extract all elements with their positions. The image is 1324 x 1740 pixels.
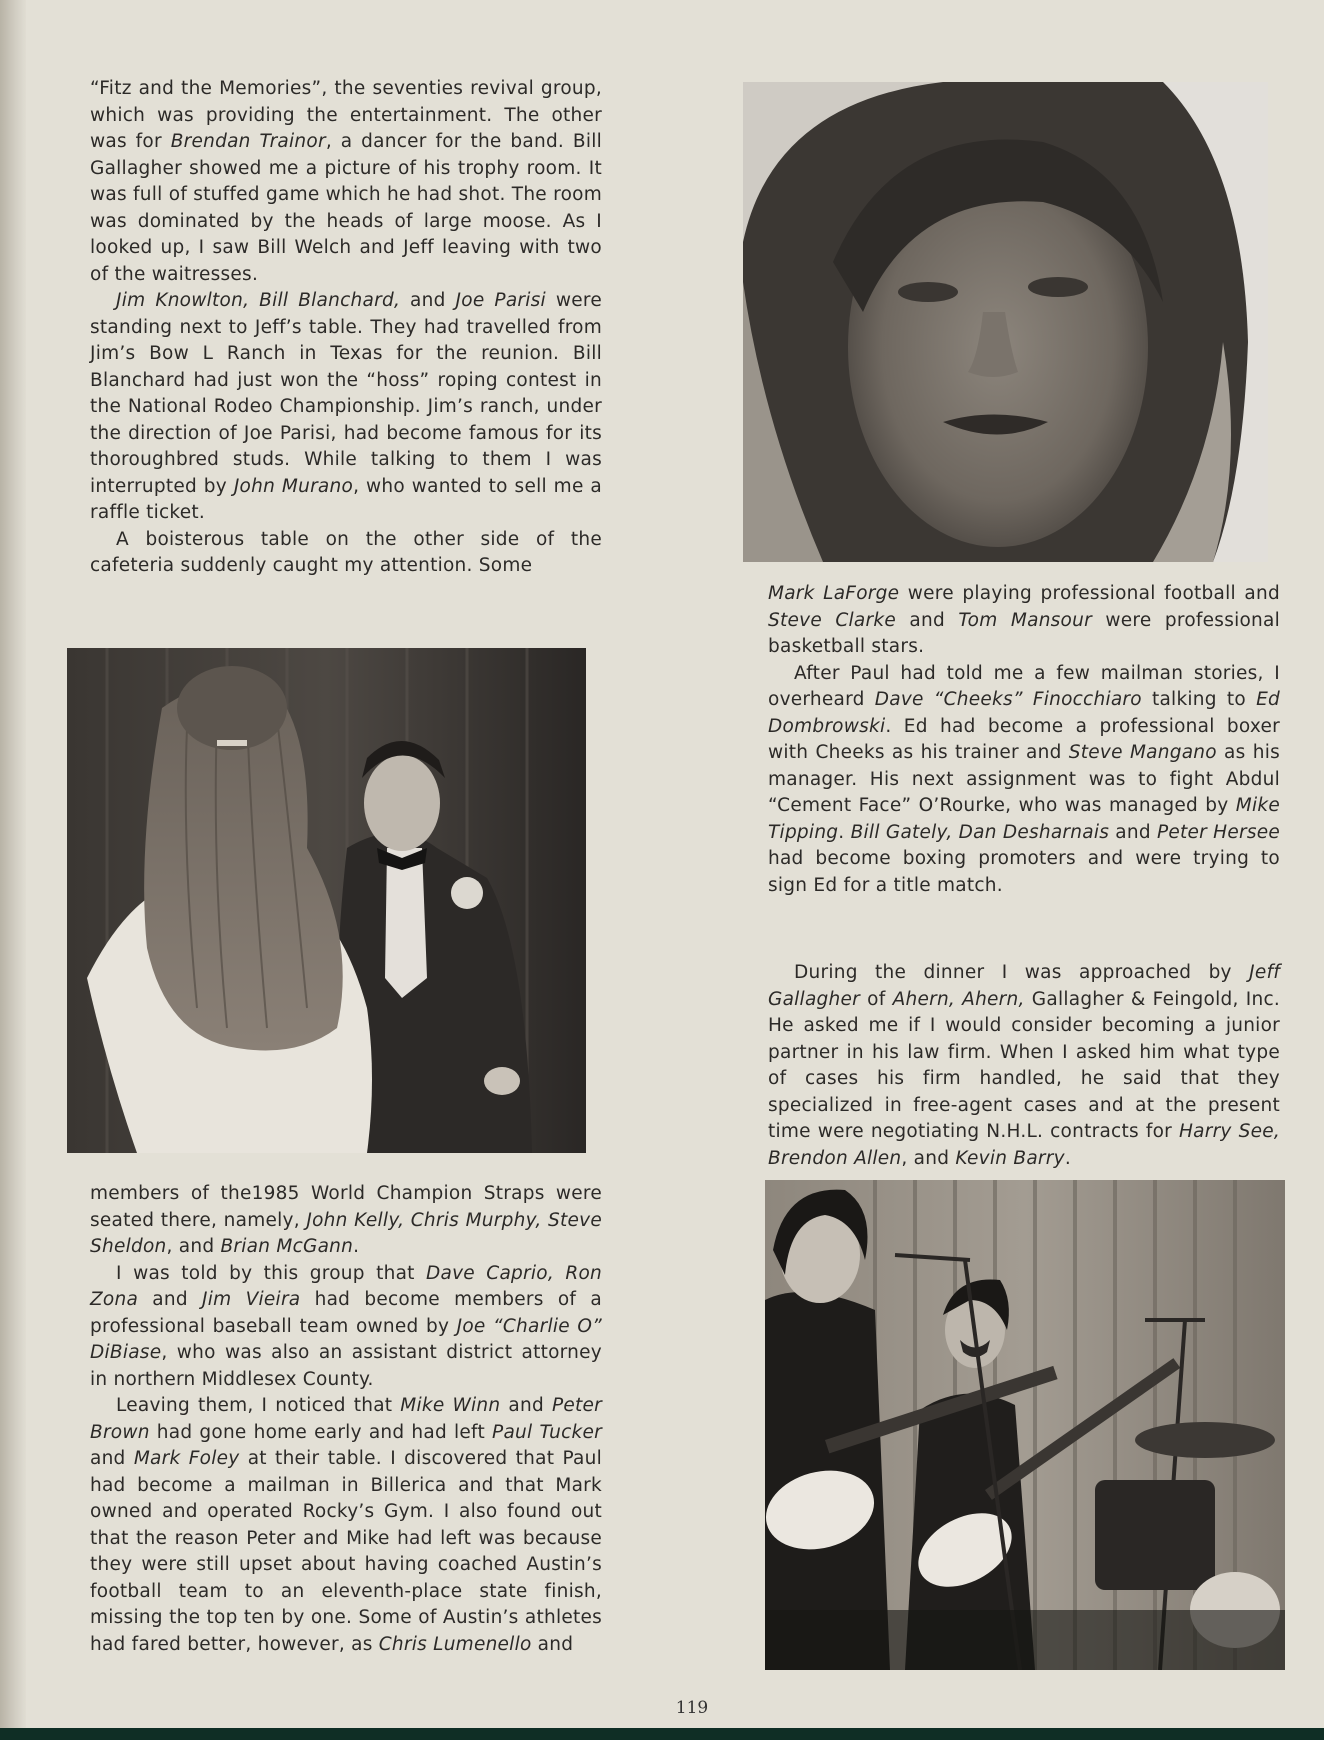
photo-dancing-couple [67, 648, 586, 1153]
text-run: of [860, 988, 893, 1010]
column-right-top [768, 581, 1280, 899]
text-run: A boisterous table on the other side of the cafeteria suddenly caught my attention. Some [90, 528, 602, 576]
column-left-bottom [90, 1181, 602, 1658]
photo-band-performing [765, 1180, 1285, 1670]
name-italic: Jim Vieira [202, 1289, 301, 1310]
column-left-top [90, 76, 602, 580]
text-run: and [90, 1448, 134, 1469]
text-run: Gallagher & Feingold, Inc. He asked me if I would consider becoming a junior partner in his law firm. When I asked him what type of cases his firm handled, he said that they specialized in free-agent cases and at the present time were negotiating N.H.L. contracts for [768, 988, 1280, 1142]
text-run: as his manager. His next assignment was to fight Abdul “Cement Face” O’Rourke, who was managed by [768, 742, 1280, 816]
text-run: , a dancer for the band. Bill Gallagher showed me a picture of his trophy room. It was full of stuffed game which he had shot. The room was dominated by the heads of large moose. As I looked up, I saw Bill Welch and Jeff leaving with two of the waitresses. [90, 131, 602, 285]
name-italic: John Kelly, Chris Murphy, Steve Sheldon [90, 1209, 602, 1257]
paragraph [90, 1393, 602, 1658]
photo-hooded-portrait-image [743, 82, 1268, 562]
name-italic: Jim Knowlton, Bill Blanchard, [116, 290, 401, 311]
text-run: , who was also an assistant district attorney in northern Middlesex County. [90, 1342, 602, 1390]
paragraph [90, 76, 602, 288]
paragraph [90, 288, 602, 527]
text-run: at their table. I discovered that Paul had become a mailman in Billerica and that Mark owned and operated Rocky’s Gym. I also found out that the reason Peter and Mike had left was because they were still upset about having coached Austin’s football team to an eleventh-place state finish, missing the top ten by one. Some of Austin’s athletes had fared better, however, as [90, 1448, 602, 1655]
text-run: After Paul had told me a few mailman stories, I overheard [768, 662, 1280, 710]
paragraph [90, 1261, 602, 1394]
text-run: I was told by this group that [116, 1262, 427, 1284]
name-italic: Mark LaForge [768, 583, 900, 604]
name-italic: Ahern, Ahern, [892, 988, 1025, 1010]
name-italic: Steve Mangano [1068, 742, 1217, 763]
name-italic: Joe “Charlie O” DiBiase [90, 1315, 602, 1363]
text-run: . Ed had become a professional boxer with Cheeks as his trainer and [768, 715, 1280, 763]
name-italic: Dave Caprio, Ron Zona [90, 1262, 602, 1310]
name-italic: Peter Hersee [1156, 821, 1280, 843]
paragraph [90, 527, 602, 580]
text-run: were playing professional football and [899, 583, 1280, 604]
paragraph [768, 960, 1280, 1172]
text-run: , and [901, 1147, 956, 1169]
photo-hooded-portrait [743, 82, 1268, 562]
text-run: had become members of a professional baseball team owned by [90, 1289, 602, 1337]
paragraph [768, 581, 1280, 661]
text-run: were professional basketball stars. [768, 609, 1280, 657]
name-italic: Jeff Gallagher [768, 962, 1280, 1010]
text-run: and [138, 1289, 203, 1310]
text-run: had become boxing promoters and were trying to sign Ed for a title match. [768, 848, 1280, 896]
name-italic: Joe Parisi [455, 290, 546, 311]
column-right-bottom [768, 960, 1280, 1172]
photo-dancing-couple-image [67, 648, 586, 1153]
text-run: “Fitz and the Memories”, the seventies revival group, which was providing the entertainment. The other was for [90, 78, 602, 152]
name-italic: Peter Brown [90, 1395, 602, 1443]
text-run: and [400, 290, 456, 311]
name-italic: Bill Gately, Dan Desharnais [850, 821, 1110, 843]
text-run: , and [166, 1236, 221, 1257]
name-italic: Kevin Barry [955, 1147, 1065, 1169]
text-run: Leaving them, I noticed that [116, 1395, 401, 1416]
paragraph [90, 1181, 602, 1261]
text-run: and [895, 609, 959, 631]
book-spine-shadow [0, 0, 26, 1740]
text-run: and [531, 1633, 574, 1655]
name-italic: Dave “Cheeks” Finocchiaro [874, 689, 1142, 710]
text-run: were standing next to Jeff’s table. They had travelled from Jim’s Bow L Ranch in Texas for the reunion. Bill Blanchard had just won the “hoss” roping contest in the National Rodeo Championship. Jim’s ranch, under the direction of Joe Parisi, had become famous for its thoroughbred studs. While talking to them I was interrupted by [90, 290, 602, 497]
name-italic: Harry See, Brendon Allen [768, 1121, 1280, 1169]
name-italic: Mike Tipping [768, 795, 1280, 843]
name-italic: Mark Foley [133, 1448, 240, 1469]
text-run: and [500, 1395, 552, 1416]
text-run: . [353, 1236, 360, 1257]
paragraph [768, 661, 1280, 900]
text-run: members of the1985 World Champion Straps were seated there, namely, [90, 1183, 602, 1231]
text-run: . [1064, 1147, 1071, 1169]
name-italic: John Murano [233, 475, 354, 497]
name-italic: Mike Winn [400, 1395, 501, 1416]
page-number: 119 [675, 1698, 709, 1718]
photo-band-performing-image [765, 1180, 1285, 1670]
name-italic: Tom Mansour [958, 609, 1092, 631]
text-run: had gone home early and had left [149, 1421, 493, 1443]
name-italic: Ed Dombrowski [768, 689, 1280, 737]
text-run: During the dinner I was approached by [794, 962, 1250, 983]
name-italic: Brian McGann [220, 1236, 354, 1257]
name-italic: Steve Clarke [768, 609, 896, 631]
text-run: talking to [1141, 689, 1257, 710]
text-run: , who wanted to sell me a raffle ticket. [90, 475, 603, 523]
name-italic: Chris Lumenello [378, 1633, 532, 1655]
name-italic: Brendan Trainor [170, 131, 326, 152]
text-run: . [838, 821, 851, 843]
text-run: and [1109, 821, 1157, 843]
name-italic: Paul Tucker [492, 1421, 602, 1443]
bottom-edge-bar [0, 1728, 1324, 1740]
